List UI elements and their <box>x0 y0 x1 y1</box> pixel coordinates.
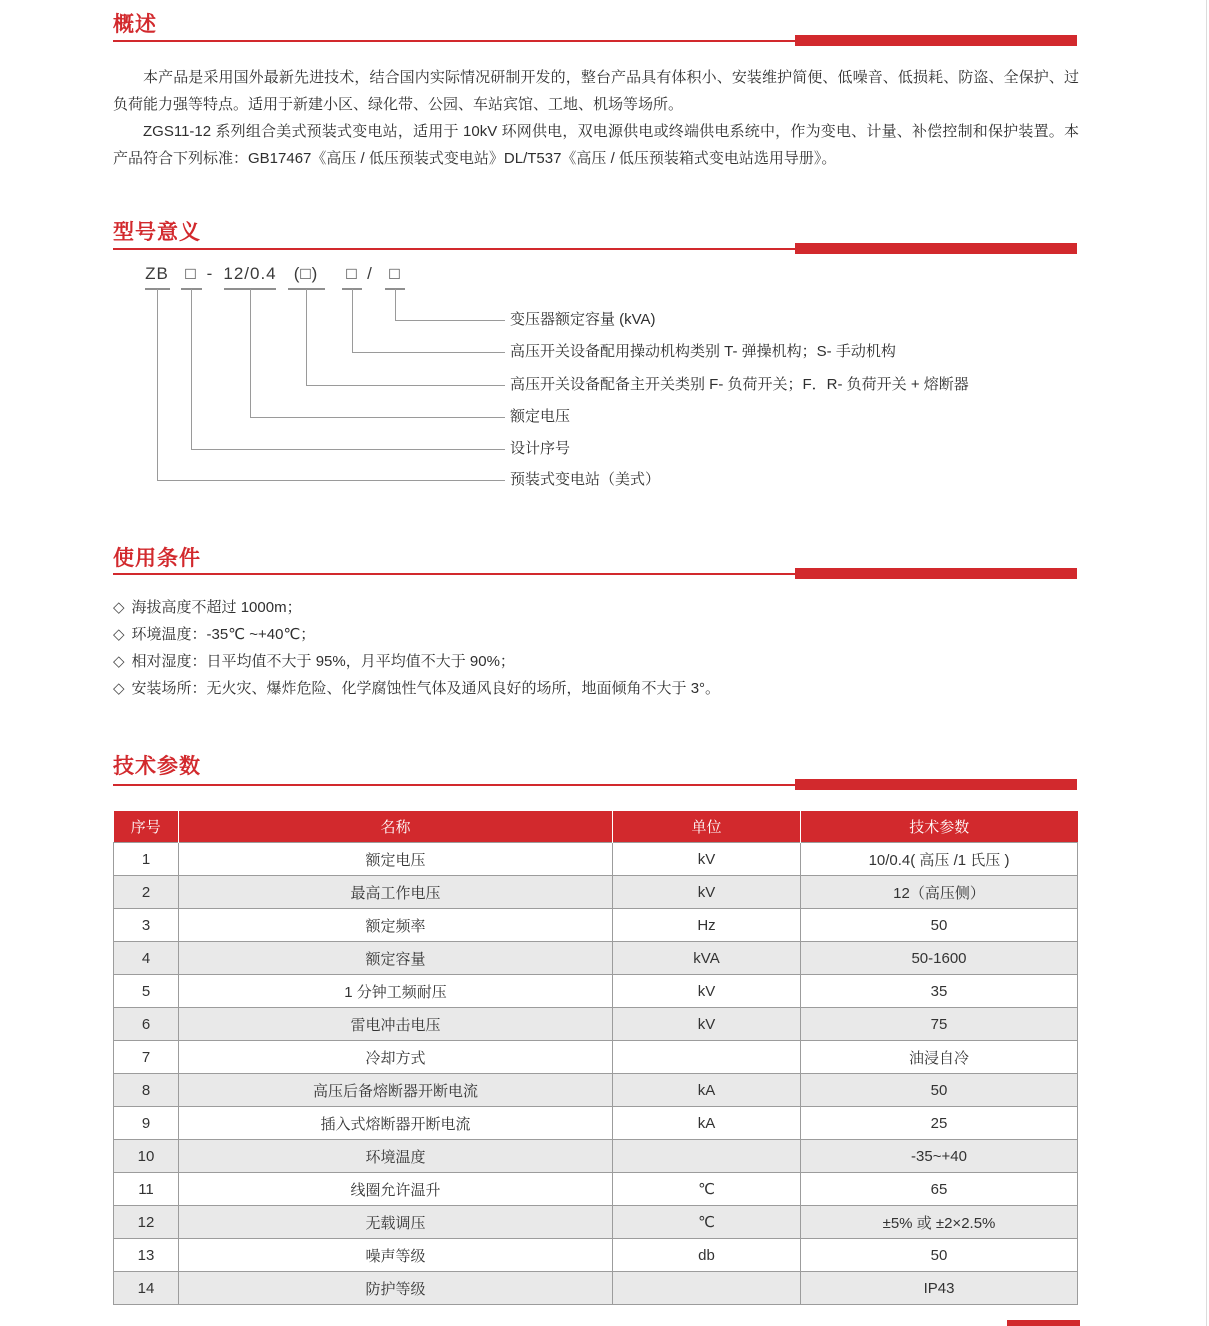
diamond-bullet-icon: ◇ <box>113 680 125 697</box>
conditions-title: 使用条件 <box>113 547 201 570</box>
model-code-token: ZB <box>145 264 169 283</box>
table-row <box>114 1140 1078 1173</box>
cell-value: 油浸自冷 <box>801 1041 1078 1074</box>
cell-unit: kV <box>613 975 801 1008</box>
diagram-vertical-line <box>191 289 192 449</box>
cell-value: 50 <box>801 909 1078 942</box>
cell-unit: kA <box>613 1074 801 1107</box>
table-row <box>114 1173 1078 1206</box>
condition-item <box>113 648 1077 675</box>
cell-index: 1 <box>114 843 179 876</box>
cell-value: -35~+40 <box>801 1140 1078 1173</box>
diagram-vertical-line <box>306 289 307 385</box>
table-row <box>114 1206 1078 1239</box>
cell-name: 额定电压 <box>179 843 613 876</box>
cell-unit: kVA <box>613 942 801 975</box>
diagram-vertical-line <box>250 289 251 417</box>
cell-name: 防护等级 <box>179 1272 613 1305</box>
rule-thick-bar <box>795 568 1077 579</box>
diagram-label: 预装式变电站（美式） <box>510 471 661 488</box>
table-row <box>114 1239 1078 1272</box>
cell-value: 10/0.4( 高压 /1 氏压 ) <box>801 843 1078 876</box>
cell-index: 9 <box>114 1107 179 1140</box>
condition-text: 相对湿度：日平均值不大于 95%，月平均值不大于 90%； <box>131 653 515 670</box>
cell-value: 35 <box>801 975 1078 1008</box>
diagram-connector-line <box>395 320 505 321</box>
diagram-label: 高压开关设备配备主开关类别 F- 负荷开关；F．R- 负荷开关 + 熔断器 <box>510 376 969 393</box>
diamond-bullet-icon: ◇ <box>113 653 125 670</box>
diagram-vertical-line <box>157 289 158 480</box>
table-row <box>114 1041 1078 1074</box>
diagram-connector-line <box>191 449 505 450</box>
cell-name: 雷电冲击电压 <box>179 1008 613 1041</box>
model-code-token: □ <box>185 264 197 283</box>
heading-rule-parameters <box>113 779 1077 790</box>
heading-rule-conditions <box>113 568 1077 579</box>
diagram-vertical-line <box>395 289 396 320</box>
cell-name: 额定容量 <box>179 942 613 975</box>
diagram-connector-line <box>306 385 505 386</box>
rule-thick-bar <box>795 35 1077 46</box>
cell-unit: kA <box>613 1107 801 1140</box>
cell-unit: kV <box>613 843 801 876</box>
cell-unit: ℃ <box>613 1173 801 1206</box>
cell-value: 65 <box>801 1173 1078 1206</box>
table-header-row <box>114 811 1078 843</box>
diagram-label: 额定电压 <box>510 408 571 425</box>
table-header-cell: 序号 <box>114 811 179 843</box>
condition-item <box>113 675 1077 702</box>
condition-text: 环境温度：-35℃ ~+40℃； <box>131 626 316 643</box>
cell-unit <box>613 1272 801 1305</box>
table-row <box>114 1074 1078 1107</box>
model-code-token: 12/0.4 <box>223 264 277 283</box>
model-code-token: □ <box>346 264 358 283</box>
table-row <box>114 1272 1078 1305</box>
cell-unit: db <box>613 1239 801 1272</box>
condition-item <box>113 594 1077 621</box>
model-code-token: □ <box>389 264 401 283</box>
cell-value: IP43 <box>801 1272 1078 1305</box>
cell-name: 1 分钟工频耐压 <box>179 975 613 1008</box>
model-code-diagram <box>113 262 1077 497</box>
rule-thick-bar <box>795 243 1077 254</box>
page-edge-line <box>1206 0 1207 1326</box>
parameters-table <box>113 811 1078 1305</box>
cell-value: 12（高压侧） <box>801 876 1078 909</box>
condition-item <box>113 621 1077 648</box>
cell-name: 高压后备熔断器开断电流 <box>179 1074 613 1107</box>
diagram-connector-line <box>352 352 505 353</box>
cell-index: 8 <box>114 1074 179 1107</box>
cell-name: 最高工作电压 <box>179 876 613 909</box>
table-row <box>114 909 1078 942</box>
model-code-token: (□) <box>293 264 319 283</box>
diagram-label: 设计序号 <box>510 440 571 457</box>
rule-thick-bar <box>795 779 1077 790</box>
diagram-connector-line <box>157 480 505 481</box>
cell-unit <box>613 1140 801 1173</box>
condition-text: 海拔高度不超过 1000m； <box>131 599 302 616</box>
cell-unit: kV <box>613 876 801 909</box>
diagram-label: 变压器额定容量 (kVA) <box>510 311 656 328</box>
cell-unit: ℃ <box>613 1206 801 1239</box>
heading-rule-overview <box>113 35 1077 46</box>
table-row <box>114 876 1078 909</box>
cell-index: 3 <box>114 909 179 942</box>
table-header-cell: 单位 <box>613 811 801 843</box>
cell-value: ±5% 或 ±2×2.5% <box>801 1206 1078 1239</box>
cell-unit: Hz <box>613 909 801 942</box>
overview-paragraphs <box>113 64 1079 172</box>
model-code-token: / <box>367 264 373 283</box>
cell-name: 噪声等级 <box>179 1239 613 1272</box>
diagram-label: 高压开关设备配用操动机构类别 T- 弹操机构；S- 手动机构 <box>510 343 896 360</box>
cell-name: 无载调压 <box>179 1206 613 1239</box>
overview-paragraph: ZGS11-12 系列组合美式预装式变电站，适用于 10kV 环网供电，双电源供电或终端供电系统中，作为变电、计量、补偿控制和保护装置。本产品符合下列标准：GB17467《高压 / 低压预装式变电站》DL/T537《高压 / 低压预装箱式变电站选用导册》。 <box>113 123 1079 167</box>
table-header-cell: 技术参数 <box>801 811 1078 843</box>
overview-paragraph: 本产品是采用国外最新先进技术，结合国内实际情况研制开发的，整台产品具有体积小、安装维护简便、低噪音、低损耗、防盗、全保护、过负荷能力强等特点。适用于新建小区、绿化带、公园、车站宾馆、工地、机场等场所。 <box>113 69 1079 113</box>
cell-index: 4 <box>114 942 179 975</box>
cell-value: 50-1600 <box>801 942 1078 975</box>
table-row <box>114 843 1078 876</box>
cell-index: 12 <box>114 1206 179 1239</box>
cell-name: 插入式熔断器开断电流 <box>179 1107 613 1140</box>
cell-name: 冷却方式 <box>179 1041 613 1074</box>
table-row <box>114 1107 1078 1140</box>
cell-name: 环境温度 <box>179 1140 613 1173</box>
model-title: 型号意义 <box>113 221 201 244</box>
cell-index: 5 <box>114 975 179 1008</box>
table-row <box>114 1008 1078 1041</box>
condition-text: 安装场所：无火灾、爆炸危险、化学腐蚀性气体及通风良好的场所，地面倾角不大于 3°。 <box>131 680 721 697</box>
cell-value: 50 <box>801 1074 1078 1107</box>
cell-unit: kV <box>613 1008 801 1041</box>
cell-index: 2 <box>114 876 179 909</box>
diamond-bullet-icon: ◇ <box>113 626 125 643</box>
footer-red-mark <box>1007 1320 1080 1326</box>
cell-name: 线圈允许温升 <box>179 1173 613 1206</box>
heading-rule-model <box>113 243 1077 254</box>
diagram-connector-line <box>250 417 505 418</box>
cell-value: 25 <box>801 1107 1078 1140</box>
cell-index: 11 <box>114 1173 179 1206</box>
cell-value: 75 <box>801 1008 1078 1041</box>
table-row <box>114 942 1078 975</box>
cell-index: 7 <box>114 1041 179 1074</box>
cell-index: 10 <box>114 1140 179 1173</box>
overview-title: 概述 <box>113 13 157 36</box>
parameters-title: 技术参数 <box>113 755 201 778</box>
cell-value: 50 <box>801 1239 1078 1272</box>
conditions-list <box>113 594 1077 702</box>
cell-index: 14 <box>114 1272 179 1305</box>
diagram-vertical-line <box>352 289 353 352</box>
table-header-cell: 名称 <box>179 811 613 843</box>
diamond-bullet-icon: ◇ <box>113 599 125 616</box>
cell-unit <box>613 1041 801 1074</box>
table-row <box>114 975 1078 1008</box>
cell-index: 6 <box>114 1008 179 1041</box>
cell-index: 13 <box>114 1239 179 1272</box>
model-code-token: - <box>206 264 214 283</box>
cell-name: 额定频率 <box>179 909 613 942</box>
